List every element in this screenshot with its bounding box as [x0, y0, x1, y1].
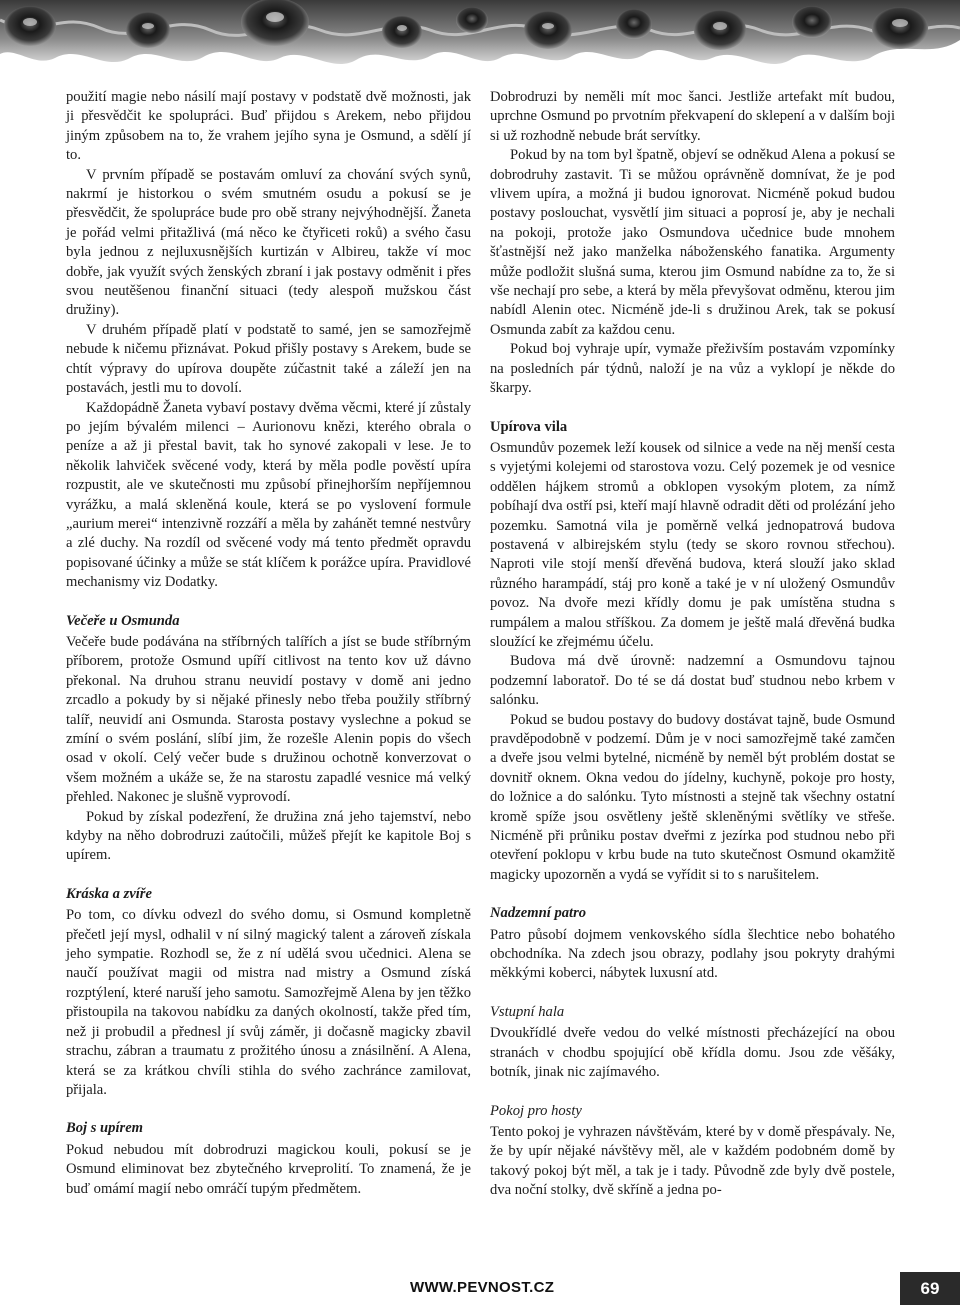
- subsection-heading-pokoj: Pokoj pro hosty: [490, 1102, 582, 1119]
- paragraph: použití magie nebo násilí mají postavy v podstatě dvě možnosti, jak ji přesvědčit ke spolupráci. Buď přijdou s Arekem, nebo přijdou jiným způsobem na to, že vrahem jejího syna je Osmund, a sdělí jí to.: [66, 89, 471, 164]
- eyes-ornament-icon: [0, 0, 960, 78]
- left-text-column: [66, 88, 471, 1199]
- paragraph: Osmundův pozemek leží kousek od silnice a vede na něj menší cesta s vyjetými kolejemi od starostova vozu. Celý pozemek je od vesnice oddělen hájkem stromů a obklopen vysokým plotem, za nímž pobíhají dva ostří psi, kteří mají hlavně odradit děti od prolézání jeho pozemku. Samotná vila je poměrně velká jednopatrová budova postavená v albirejském stylu (tedy se skoro rovnou střechou). Naproti vile stojí menší dřevěná budova, která slouží jako sklad různého harampádí, stáj pro koně a také je v ní uložený Osmundův povoz. Na dvoře mezi křídly domu je pak umístěna studna s rumpálem a malou stříškou. Za domem je ještě malá dřevěná budka sloužící ke zřejmému účelu.: [490, 439, 895, 650]
- paragraph: Dvoukřídlé dveře vedou do velké místnosti přecházející na obou stranách v chodbu spojující obě křídla domu. Jsou zde věšáky, botník, jinak nic zajímavého.: [490, 1025, 895, 1081]
- page-number: 69: [900, 1272, 960, 1305]
- section-heading-kraska: Kráska a zvíře: [66, 885, 152, 902]
- paragraph: Každopádně Žaneta vybaví postavy dvěma věcmi, které jí zůstaly po jejím bývalém milenci – Aurionovu knězi, kterého obrala o peníze a až ji přestal bavit, tak ho synové zakopali v lese. Je to několik lahviček svěcené vody, která by měla podle pověstí upíra rozpustit, ale ve skutečnosti mu způsobí přinejhorším nepříjemnou vyrážku, a malá skleněná koule, která se po vyslovení formule „aurium merei“ intenzivně rozzáří a měla by zahánět temné nestvůry a zlé duchy. Na rozdíl od svěcené vody má tento předmět opravdu popisované účinky a může se stát klíčem k porážce upíra. Pravidlové mechanismy viz Dodatky.: [66, 399, 471, 591]
- paragraph: Pokud se budou postavy do budovy dostávat tajně, bude Osmund pravděpodobně v podzemí. Dům je v noci samozřejmě také zamčen a dveře jsou velmi bytelné, nicméně by neměl být problém dostat se dovnitř oknem. Okna vedou do jídelny, kuchyně, pokoje pro hosty, do ložnice a do salónku. Tyto místnosti a stejně tak všechny ostatní kromě spíže jsou osvětleny ještě skleněnými světlíky ve střeše. Nicméně při průniku postav dveřmi z jezírka pod studnou nebo při otevření poklopu v krbu bude na tuto skutečnost Osmund okamžitě magicky upozorněn a vydá se vyřídit si to s narušitelem.: [490, 711, 895, 883]
- section-heading-vecere: Večeře u Osmunda: [66, 612, 180, 629]
- section-heading-patro: Nadzemní patro: [490, 905, 587, 922]
- paragraph: Budova má dvě úrovně: nadzemní a Osmundovu tajnou podzemní laboratoř. Do té se dá dostat buď studnou nebo krbem v salónku.: [490, 653, 895, 709]
- subsection-heading-hala: Vstupní hala: [490, 1003, 565, 1020]
- paragraph: Pokud by získal podezření, že družina zná jeho tajemství, nebo kdyby na něho dobrodruzi zaútočili, můžeš přejít ke kapitole Boj s upírem.: [66, 808, 471, 864]
- section-heading-boj: Boj s upírem: [66, 1120, 144, 1137]
- paragraph: Pokud nebudou mít dobrodruzi magickou kouli, pokusí se je Osmund eliminovat bez zbytečného krveprolití. To znamená, že je buď omámí magií nebo omráčí tupým předmětem.: [66, 1141, 471, 1197]
- paragraph: V prvním případě se postavám omluví za chování svých synů, nakrmí je historkou o svém smutném osudu a pokusí se je přesvědčit, že spolupráce bude pro obě strany nejvýhodnější. Žaneta je pořád velmi přitažlivá (má něco ke čtyřiceti roků) a svého času byla jednou z nejluxusnějších kurtizán v Albireu, takže ví moc dobře, jak využít svých ženských zbraní i jak postavy odměnit i přes svou neutěšenou finanční situaci (tedy alespoň mužskou část družiny).: [66, 166, 471, 319]
- right-text-column: [490, 88, 895, 1201]
- footer-website-link[interactable]: WWW.PEVNOST.CZ: [410, 1279, 555, 1296]
- paragraph: Tento pokoj je vyhrazen návštěvám, které by v domě přespávaly. Ne, že by upír nějaké návštěvy měl, ale v každém podobném domě by takový pokoj být měl, a tak je i tady. Původně zde byly dvě postele, dva noční stolky, dvě skříně a jedna po-: [490, 1123, 895, 1199]
- paragraph: Dobrodruzi by neměli mít moc šanci. Jestliže artefakt mít budou, uprchne Osmund po prvotním překvapení do sklepení a v dalším boji si už rozhodně nebude brát servítky.: [490, 89, 895, 144]
- paragraph: Po tom, co dívku odvezl do svého domu, si Osmund kompletně přečetl její mysl, odhalil v ní silný magický talent a zároveň získala jeho sympatie. Rozhodl se, že z ní udělá svou učednici. Alena se naučí používat magii od mistra nad mistry a Osmund získá rozptýlení, které naruší jeho samotu. Samozřejmě Alena by jen těžko přistoupila na takovou nabídku za daných okolností, takže před tím, než ji probudil a přednesl jí svůj záměr, ji dočasně magicky zbavil strachu, zábran a traumatu z prožitého únosu a znásilnění. A Alena, která se za krátkou chvíli stihla do svého zachránce zamilovat, přijala.: [66, 907, 471, 1098]
- paragraph: Patro působí dojmem venkovského sídla šlechtice nebo bohatého obchodníka. Na zdech jsou obrazy, podlahy jsou pokryty drahými měkkými koberci, nábytek luxusní atd.: [490, 926, 895, 982]
- paragraph: V druhém případě platí v podstatě to samé, jen se samozřejmě nebude k ničemu přiznávat. Pokud přišly postavy s Arekem, bude se chtít výpravy do upírova doupěte zúčastnit také a záleží jen na postavách, jestli mu to dovolí.: [66, 321, 471, 397]
- paragraph: Pokud boj vyhraje upír, vymaže přeživším postavám vzpomínky na posledních pár týdnů, naloží je na vůz a vyklopí je někde do škarpy.: [490, 341, 895, 397]
- section-heading-vila: Upírova vila: [490, 418, 568, 435]
- decorative-header-banner: [0, 0, 960, 78]
- paragraph: Večeře bude podávána na stříbrných talířích a jíst se bude stříbrným příborem, protože Osmund upíří citlivost na tento kov už dávno překonal. Na druhou stranu neuvidí postavy v domě ani jedno zrcadlo a pokudy by si nějaké přinesly nebo třeba použily stříbrný talíř, neuvidí ani Osmunda. Starosta postavy vyslechne a pokud se zmíní o svém poslání, slíbí jim, že rozešle Alenin popis do všech osad v okolí. Celý večer bude s družinou ochotně konverzovat o všem možném a ukáže se, že na starostu zapadlé vesnice má velký přehled. Nakonec je slušně vyprovodí.: [66, 633, 471, 806]
- paragraph: Pokud by na tom byl špatně, objeví se odněkud Alena a pokusí se dobrodruhy zastavit. Ti se můžou oprávněně domnívat, že je pod vlivem upíra, a možná ji budou ignorovat. Nicméně pokud budou postavy poslouchat, vysvětlí jim situaci a poprosí je, aby je nechali na pokoji, protože jako Osmundova učednice bude mnohem šťastnější než jako manželka náboženského fanatika. Argumenty může podložit slušná suma, kterou jim Osmund nabídne za to, že si vše nechají pro sebe, a která by měla převyšovat odměnu, kterou jim nabídl Alenin otec. Nicméně jde-li s družinou Arek, tak se pokusí Osmunda zabít za každou cenu.: [490, 147, 895, 338]
